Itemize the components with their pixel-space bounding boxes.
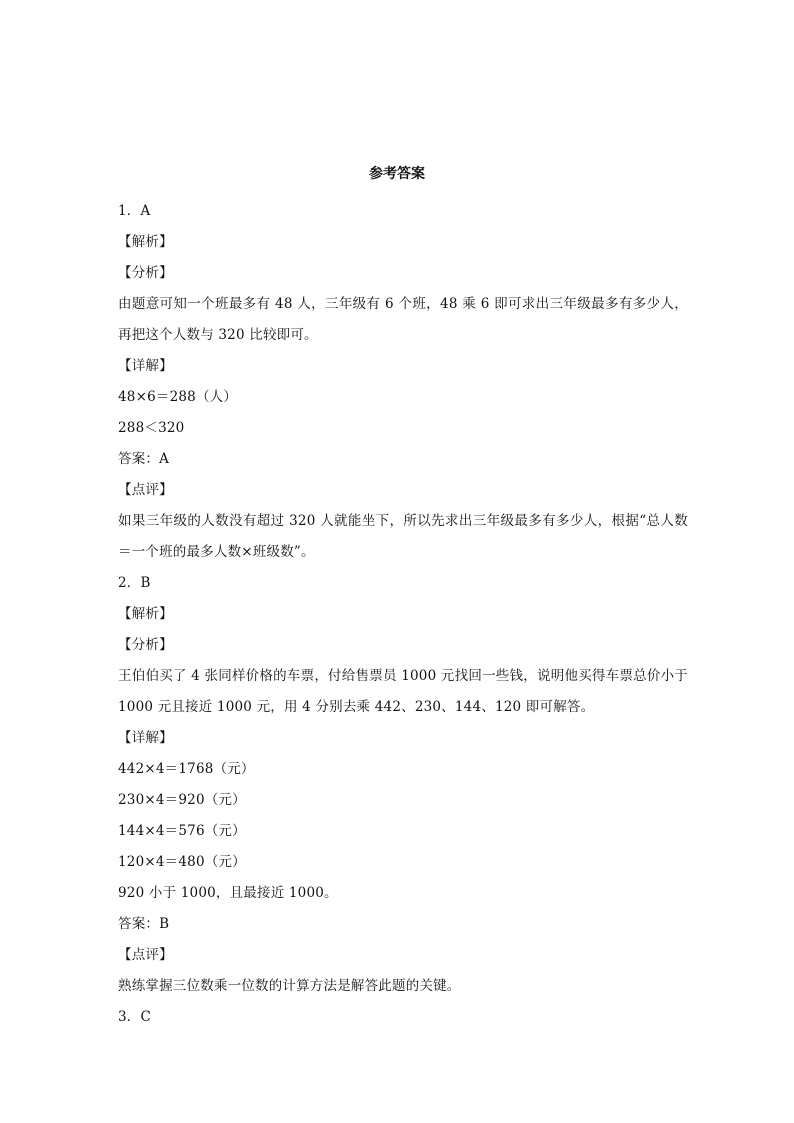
q2-calc-2: 230×4＝920（元） [118, 792, 246, 808]
q2-dianping-heading: 【点评】 [118, 947, 173, 963]
q2-fenxi-heading: 【分析】 [118, 637, 173, 653]
q1-xiangjie-heading: 【详解】 [118, 358, 173, 374]
q1-calc-2: 288＜320 [118, 420, 185, 436]
q1-dianping-text: 如果三年级的人数没有超过 320 人就能坐下，所以先求出三年级最多有多少人，根据“总人数＝一个班的最多人数×班级数”。 [118, 513, 688, 560]
q1-fenxi-heading: 【分析】 [118, 265, 173, 281]
q1-calc-1: 48×6＝288（人） [118, 389, 238, 405]
q3-answer-line: 3．C [118, 1009, 152, 1025]
q2-answer-line: 2．B [118, 575, 151, 591]
page-title: 参考答案 [369, 166, 425, 182]
q1-fenxi-text: 由题意可知一个班最多有 48 人，三年级有 6 个班，48 乘 6 即可求出三年级最多有多少人，再把这个人数与 320 比较即可。 [118, 296, 688, 343]
q1-answer-line: 1．A [118, 203, 151, 219]
q2-calc-4: 120×4＝480（元） [118, 854, 246, 870]
q2-calc-1: 442×4＝1768（元） [118, 761, 255, 777]
q1-jiexi-heading: 【解析】 [118, 234, 173, 250]
q1-dianping-heading: 【点评】 [118, 482, 173, 498]
q2-final-answer: 答案：B [118, 916, 170, 932]
q2-dianping-text: 熟练掌握三位数乘一位数的计算方法是解答此题的关键。 [118, 978, 461, 994]
q2-xiangjie-heading: 【详解】 [118, 730, 173, 746]
q2-calc-3: 144×4＝576（元） [118, 823, 246, 839]
q2-fenxi-text: 王伯伯买了 4 张同样价格的车票，付给售票员 1000 元找回一些钱，说明他买得车票总价小于 1000 元且接近 1000 元，用 4 分别去乘 442、230、144、120 即可解答。 [118, 668, 688, 715]
q1-final-answer: 答案：A [118, 451, 170, 467]
q2-jiexi-heading: 【解析】 [118, 606, 173, 622]
q2-calc-5: 920 小于 1000，且最接近 1000。 [118, 885, 338, 901]
answer-content [118, 196, 688, 1033]
